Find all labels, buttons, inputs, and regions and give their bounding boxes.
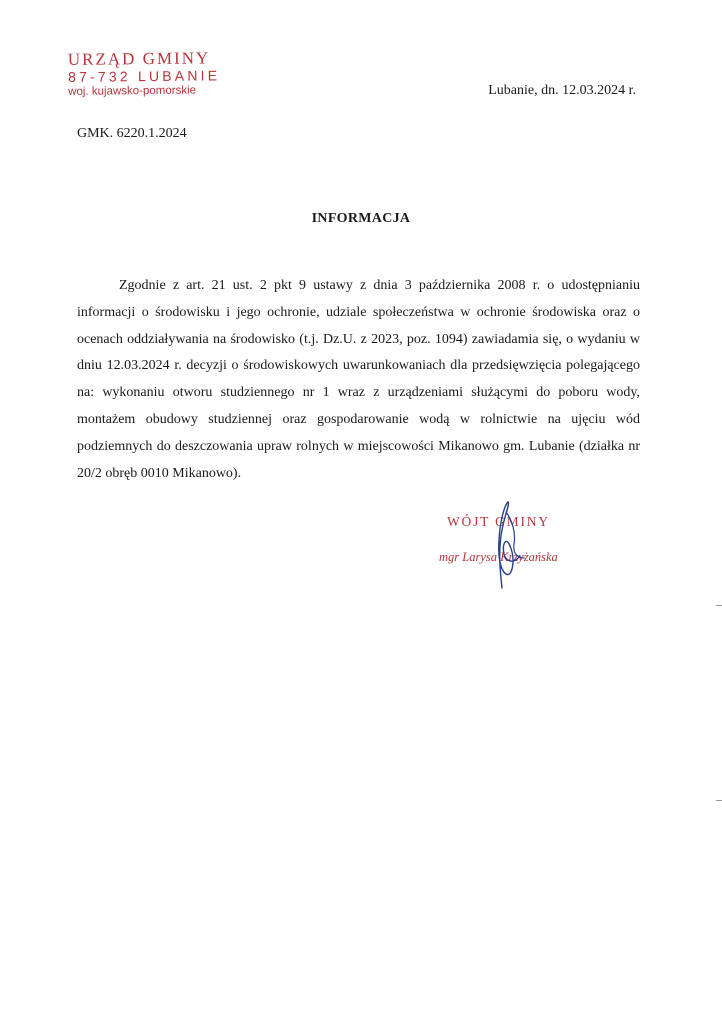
page-edge-mark (716, 605, 722, 606)
handwritten-signature (480, 500, 540, 592)
body-paragraph: Zgodnie z art. 21 ust. 2 pkt 9 ustawy z dnia 3 października 2008 r. o udostępnianiu informacji o środowisku i jego ochronie, udziale społeczeństwa w ochronie środowiska oraz o ocenach oddziaływania na środowisko (t.j. Dz.U. z 2023, poz. 1094) zawiadamia się, o wydaniu w dniu 12.03.2024 r. decyzji o środowiskowych uwarunkowaniach dla przedsięwzięcia polegającego na: wykonaniu otworu studziennego nr 1 wraz z urządzeniami służącymi do poboru wody, montażem obudowy studziennej oraz gospodarowanie wodą w rolnictwie na ujęciu wód podziemnych do deszczowania upraw rolnych w miejscowości Mikanowo gm. Lubanie (działka nr 20/2 obręb 0010 Mikanowo). (77, 278, 640, 481)
document-title: INFORMACJA (311, 211, 411, 226)
signature-role: WÓJT GMINY (447, 514, 550, 529)
stamp-office-name: URZĄD GMINY (67, 48, 211, 69)
office-stamp (68, 48, 244, 99)
place-and-date: Lubanie, dn. 12.03.2024 r. (488, 83, 636, 98)
stamp-postal-address: 87-732 LUBANIE (67, 67, 221, 85)
stamp-voivodeship: woj. kujawsko-pomorskie (68, 84, 197, 98)
page-edge-mark (716, 800, 722, 801)
reference-number: GMK. 6220.1.2024 (77, 126, 187, 141)
signature-name: mgr Larysa Krzyżańska (439, 550, 558, 564)
